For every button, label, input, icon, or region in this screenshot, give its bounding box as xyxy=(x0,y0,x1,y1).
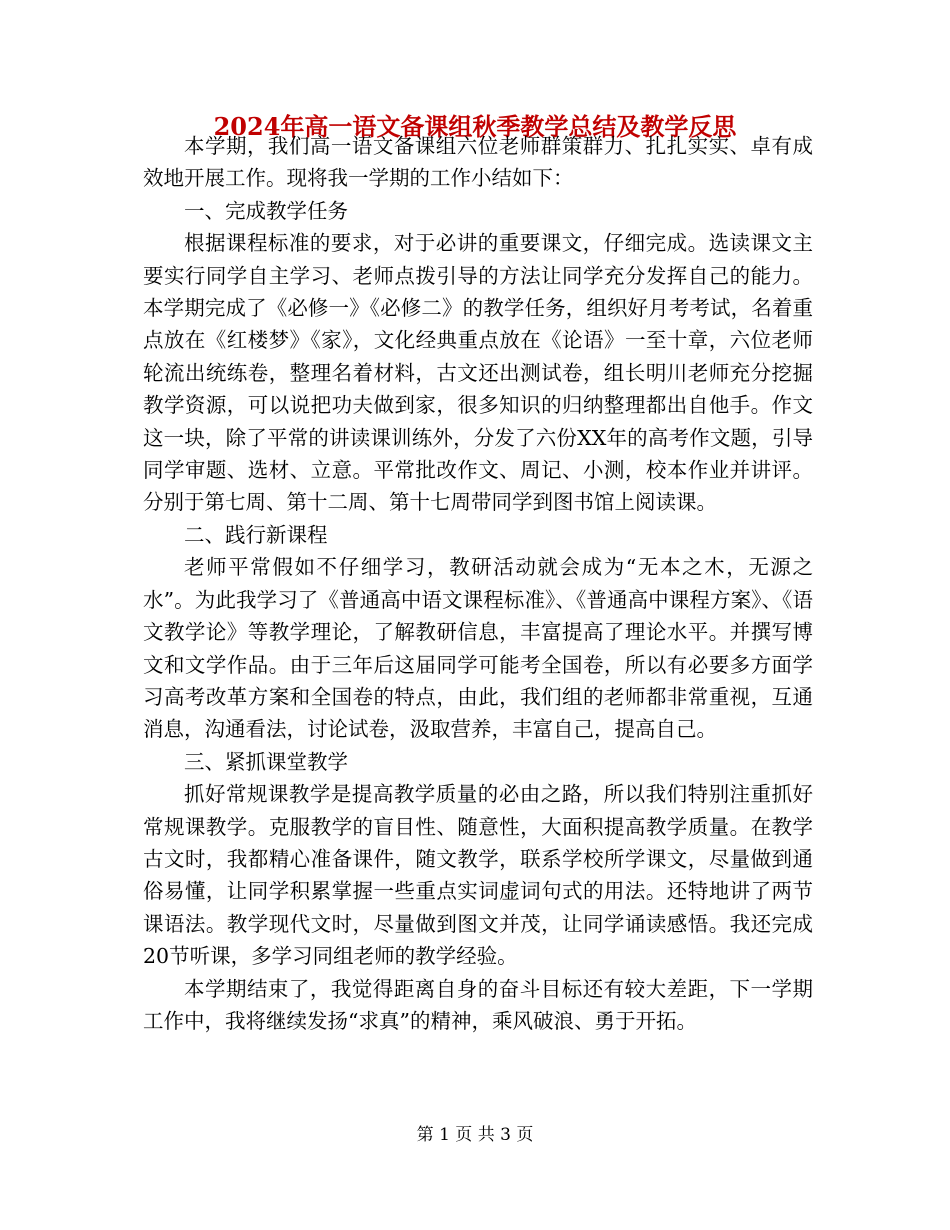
section-paragraph-3: 抓好常规课教学是提高教学质量的必由之路，所以我们特别注重抓好常规课教学。克服教学的盲目性、随意性，大面积提高教学质量。在教学古文时，我都精心准备课件，随文教学，联系学校所学课文，尽量做到通俗易懂，让同学积累掌握一些重点实词虚词句式的用法。还特地讲了两节课语法。教学现代文时，尽量做到图文并茂，让同学诵读感悟。我还完成20节听课，多学习同组老师的教学经验。 xyxy=(143,782,813,969)
intro-paragraph: 本学期，我们高一语文备课组六位老师群策群力、扎扎实实、卓有成效地开展工作。现将我一学期的工作小结如下： xyxy=(143,134,813,191)
document-body xyxy=(143,130,813,1037)
page-footer: 第 1 页 共 3 页 xyxy=(416,1125,534,1145)
section-paragraph-2: 老师平常假如不仔细学习，教研活动就会成为“无本之木，无源之水”。为此我学习了《普通高中语文课程标准》、《普通高中课程方案》、《语文教学论》等教学理论，了解教研信息，丰富提高了理论水平。并撰写博文和文学作品。由于三年后这届同学可能考全国卷，所以有必要多方面学习高考改革方案和全国卷的特点，由此，我们组的老师都非常重视，互通消息，沟通看法，讨论试卷，汲取营养，丰富自己，提高自己。 xyxy=(143,555,813,742)
section-paragraph-1: 根据课程标准的要求，对于必讲的重要课文，仔细完成。选读课文主要实行同学自主学习、老师点拨引导的方法让同学充分发挥自己的能力。本学期完成了《必修一》《必修二》的教学任务，组织好月考考试，名着重点放在《红楼梦》《家》，文化经典重点放在《论语》一至十章，六位老师轮流出统练卷，整理名着材料，古文还出测试卷，组长明川老师充分挖掘教学资源，可以说把功夫做到家，很多知识的归纳整理都出自他手。作文这一块，除了平常的讲读课训练外，分发了六份XX年的高考作文题，引导同学审题、选材、立意。平常批改作文、周记、小测，校本作业并讲评。分别于第七周、第十二周、第十七周带同学到图书馆上阅读课。 xyxy=(143,231,813,515)
document-title: 2024年高一语文备课组秋季教学总结及教学反思 xyxy=(213,112,737,141)
closing-paragraph: 本学期结束了，我觉得距离自身的奋斗目标还有较大差距，下一学期工作中，我将继续发扬“求真”的精神，乘风破浪、勇于开拓。 xyxy=(143,976,813,1033)
section-heading-3: 三、紧抓课堂教学 xyxy=(184,749,348,774)
section-heading-1: 一、完成教学任务 xyxy=(184,198,348,223)
section-heading-2: 二、践行新课程 xyxy=(184,522,328,547)
